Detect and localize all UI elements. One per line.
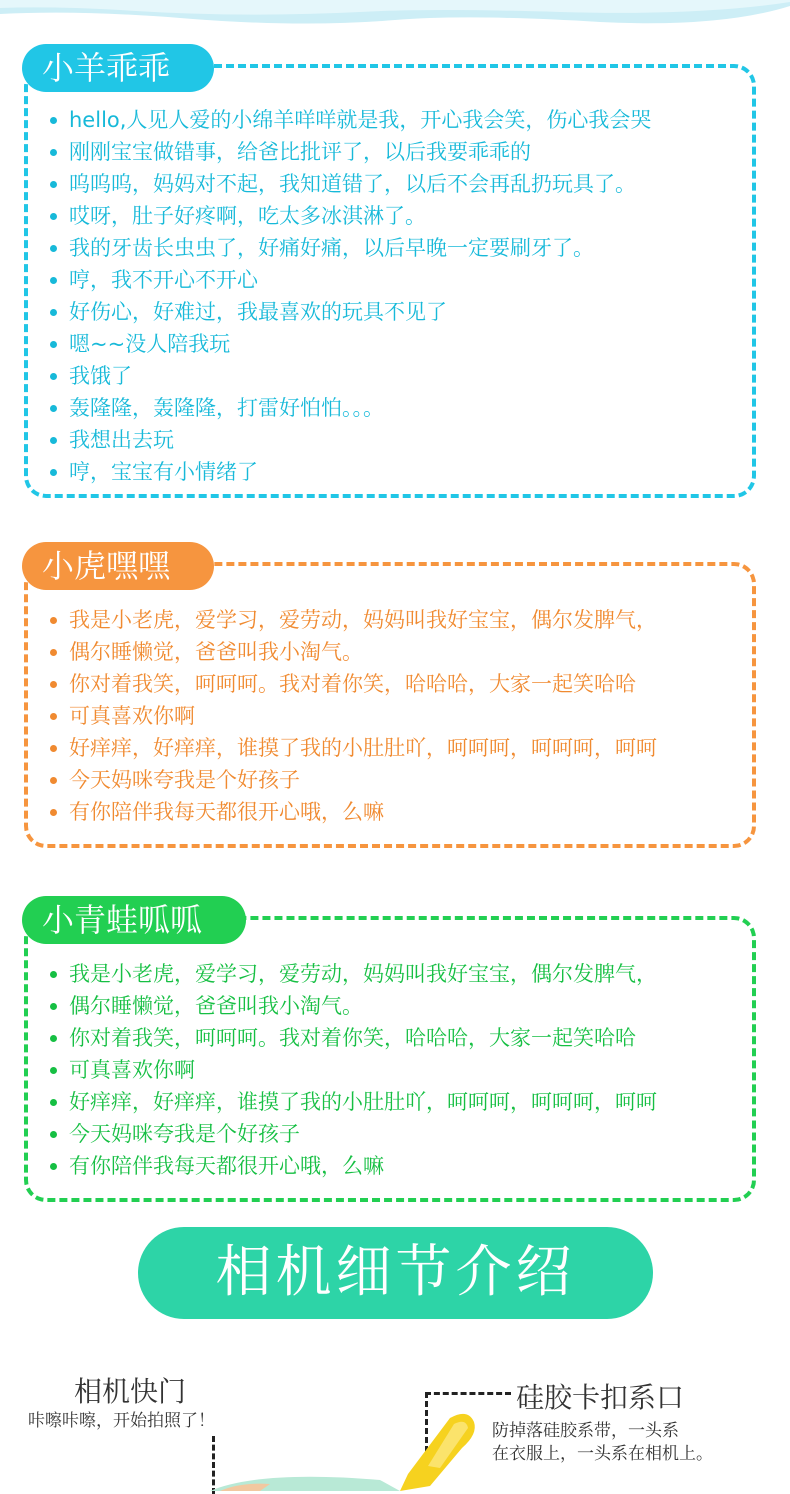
list-item: 哼，我不开心不开心 bbox=[50, 264, 770, 296]
list-item: 你对着我笑，呵呵呵。我对着你笑，哈哈哈，大家一起笑哈哈 bbox=[50, 1022, 770, 1054]
bullet-icon bbox=[50, 1099, 57, 1106]
clip-feature-desc-line1: 防掉落硅胶系带，一头系 bbox=[492, 1421, 679, 1441]
bullet-icon bbox=[50, 1067, 57, 1074]
frog-voice-list bbox=[50, 958, 770, 1182]
bullet-icon bbox=[50, 405, 57, 412]
list-item: 我饿了 bbox=[50, 360, 770, 392]
list-item: 今天妈咪夸我是个好孩子 bbox=[50, 1118, 770, 1150]
bullet-icon bbox=[50, 1163, 57, 1170]
bullet-icon bbox=[50, 277, 57, 284]
bullet-icon bbox=[50, 649, 57, 656]
list-item: 偶尔睡懒觉，爸爸叫我小淘气。 bbox=[50, 990, 770, 1022]
bullet-icon bbox=[50, 213, 57, 220]
bullet-icon bbox=[50, 777, 57, 784]
bullet-icon bbox=[50, 809, 57, 816]
bullet-icon bbox=[50, 149, 57, 156]
list-item: 哼，宝宝有小情绪了 bbox=[50, 456, 770, 488]
tiger-section-title: 小虎嘿嘿 bbox=[22, 542, 214, 590]
list-item: 有你陪伴我每天都很开心哦，么嘛 bbox=[50, 1150, 770, 1182]
bullet-icon bbox=[50, 971, 57, 978]
bullet-icon bbox=[50, 713, 57, 720]
list-item: 哎呀，肚子好疼啊，吃太多冰淇淋了。 bbox=[50, 200, 770, 232]
sheep-section-title: 小羊乖乖 bbox=[22, 44, 214, 92]
bullet-icon bbox=[50, 181, 57, 188]
bullet-icon bbox=[50, 437, 57, 444]
bullet-icon bbox=[50, 1131, 57, 1138]
bullet-icon bbox=[50, 469, 57, 476]
list-item: 我是小老虎，爱学习，爱劳动，妈妈叫我好宝宝，偶尔发脾气， bbox=[50, 958, 770, 990]
bullet-icon bbox=[50, 341, 57, 348]
list-item: 好痒痒，好痒痒，谁摸了我的小肚肚吖，呵呵呵，呵呵呵，呵呵 bbox=[50, 732, 770, 764]
bullet-icon bbox=[50, 245, 57, 252]
bullet-icon bbox=[50, 1003, 57, 1010]
list-item: 可真喜欢你啊 bbox=[50, 1054, 770, 1086]
list-item: hello,人见人爱的小绵羊咩咩就是我，开心我会笑，伤心我会哭 bbox=[50, 104, 770, 136]
list-item: 我的牙齿长虫虫了，好痛好痛，以后早晚一定要刷牙了。 bbox=[50, 232, 770, 264]
list-item: 轰隆隆，轰隆隆，打雷好怕怕。。。 bbox=[50, 392, 770, 424]
clip-feature-desc-line2: 在衣服上，一头系在相机上。 bbox=[492, 1444, 713, 1464]
list-item: 呜呜呜，妈妈对不起，我知道错了，以后不会再乱扔玩具了。 bbox=[50, 168, 770, 200]
tiger-voice-list bbox=[50, 604, 770, 828]
sheep-voice-list bbox=[50, 104, 770, 488]
shutter-feature-title: 相机快门 bbox=[74, 1375, 187, 1408]
list-item: 好痒痒，好痒痒，谁摸了我的小肚肚吖，呵呵呵，呵呵呵，呵呵 bbox=[50, 1086, 770, 1118]
list-item: 好伤心，好难过，我最喜欢的玩具不见了 bbox=[50, 296, 770, 328]
list-item: 可真喜欢你啊 bbox=[50, 700, 770, 732]
camera-image bbox=[200, 1470, 400, 1491]
list-item: 偶尔睡懒觉，爸爸叫我小淘气。 bbox=[50, 636, 770, 668]
bullet-icon bbox=[50, 373, 57, 380]
clip-callout-line bbox=[425, 1392, 511, 1395]
bullet-icon bbox=[50, 117, 57, 124]
top-wave-decoration bbox=[0, 0, 790, 30]
clip-feature-title: 硅胶卡扣系口 bbox=[516, 1381, 685, 1414]
list-item: 我是小老虎，爱学习，爱劳动，妈妈叫我好宝宝，偶尔发脾气， bbox=[50, 604, 770, 636]
list-item: 你对着我笑，呵呵呵。我对着你笑，哈哈哈，大家一起笑哈哈 bbox=[50, 668, 770, 700]
frog-section-title: 小青蛙呱呱 bbox=[22, 896, 246, 944]
bullet-icon bbox=[50, 681, 57, 688]
list-item: 刚刚宝宝做错事，给爸比批评了，以后我要乖乖的 bbox=[50, 136, 770, 168]
list-item: 我想出去玩 bbox=[50, 424, 770, 456]
camera-details-banner: 相机细节介绍 bbox=[138, 1227, 653, 1319]
bullet-icon bbox=[50, 309, 57, 316]
bullet-icon bbox=[50, 745, 57, 752]
list-item: 有你陪伴我每天都很开心哦，么嘛 bbox=[50, 796, 770, 828]
bullet-icon bbox=[50, 1035, 57, 1042]
bullet-icon bbox=[50, 617, 57, 624]
shutter-feature-desc: 咔嚓咔嚓，开始拍照了！ bbox=[28, 1411, 215, 1431]
list-item: 嗯~~没人陪我玩 bbox=[50, 328, 770, 360]
list-item: 今天妈咪夸我是个好孩子 bbox=[50, 764, 770, 796]
